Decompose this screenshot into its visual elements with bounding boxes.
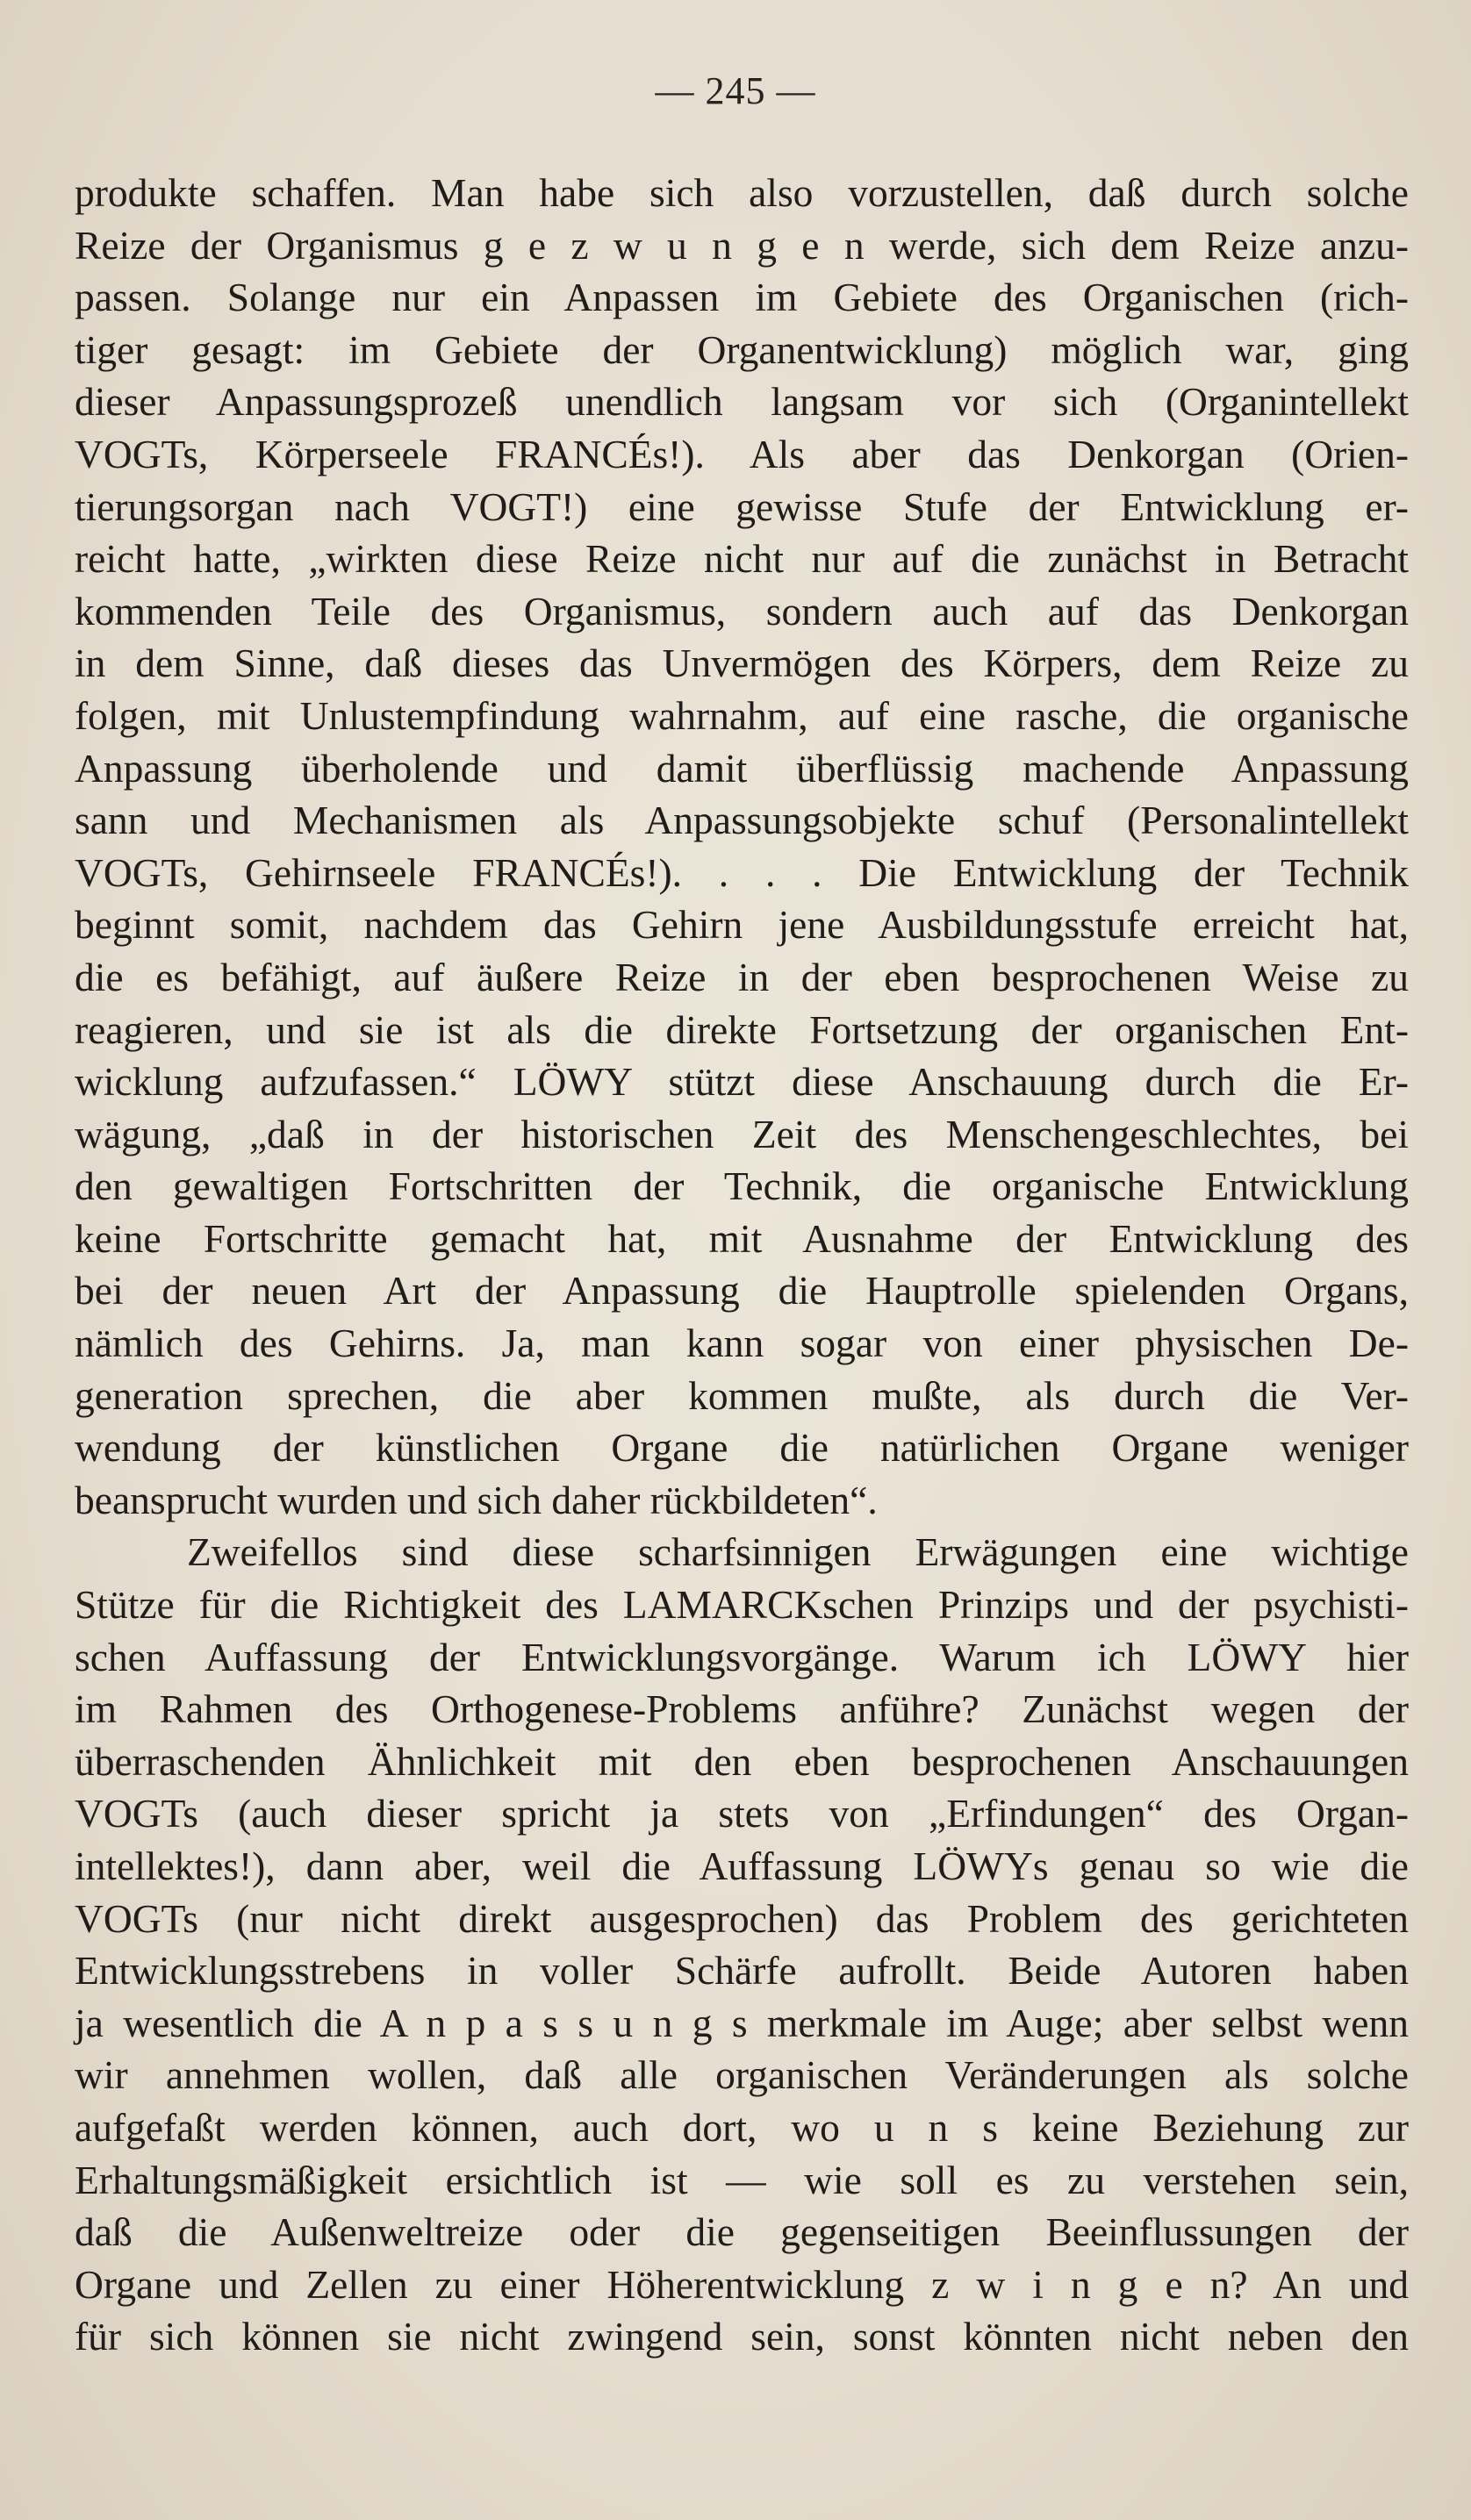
text-line: Organe und Zellen zu einer Höherentwicklung z w i n g e n? An und	[75, 2261, 1409, 2307]
text-line: Anpassung überholende und damit überflüssig machende Anpassung	[75, 745, 1409, 791]
text-line: sann und Mechanismen als Anpassungsobjekte schuf (Personalintellekt	[75, 798, 1409, 843]
text-line: wendung der künstlichen Organe die natürlichen Organe weniger	[75, 1425, 1409, 1471]
text-line: produkte schaffen. Man habe sich also vorzustellen, daß durch solche	[75, 170, 1409, 215]
text-line: generation sprechen, die aber kommen mußte, als durch die Ver-	[75, 1372, 1409, 1418]
text-line: wägung, „daß in der historischen Zeit des Menschengeschlechtes, bei	[75, 1111, 1409, 1156]
text-line: wir annehmen wollen, daß alle organischen Veränderungen als solche	[75, 2052, 1409, 2098]
text-line: folgen, mit Unlustempfindung wahrnahm, auf eine rasche, die organische	[75, 692, 1409, 738]
text-line: den gewaltigen Fortschritten der Technik, die organische Entwicklung	[75, 1163, 1409, 1209]
text-line: bei der neuen Art der Anpassung die Hauptrolle spielenden Organs,	[75, 1268, 1409, 1314]
text-line: VOGTs (auch dieser spricht ja stets von „Erfindungen“ des Organ-	[75, 1791, 1409, 1836]
paragraph-start-line: Zweifellos sind diese scharfsinnigen Erwägungen eine wichtige	[187, 1529, 1409, 1575]
text-line: ja wesentlich die A n p a s s u n g s merkmale im Auge; aber selbst wenn	[75, 2000, 1409, 2045]
text-line: die es befähigt, auf äußere Reize in der eben besprochenen Weise zu	[75, 954, 1409, 999]
text-line: nämlich des Gehirns. Ja, man kann sogar von einer physischen De-	[75, 1321, 1409, 1366]
text-line: Reize der Organismus g e z w u n g e n werde, sich dem Reize anzu-	[75, 222, 1409, 268]
text-line: für sich können sie nicht zwingend sein, sonst könnten nicht neben den	[75, 2314, 1409, 2359]
page-number: — 245 —	[655, 69, 816, 112]
text-line: passen. Solange nur ein Anpassen im Gebiete des Organischen (rich-	[75, 275, 1409, 320]
text-line: Erhaltungsmäßigkeit ersichtlich ist — wie soll es zu verstehen sein,	[75, 2157, 1409, 2202]
text-line: dieser Anpassungsprozeß unendlich langsam vor sich (Organintellekt	[75, 379, 1409, 425]
text-line: tierungsorgan nach VOGT!) eine gewisse Stufe der Entwicklung er-	[75, 483, 1409, 529]
paragraph-end-line: beansprucht wurden und sich daher rückbildeten“.	[75, 1477, 878, 1522]
text-line: VOGTs, Körperseele FRANCÉs!). Als aber das Denkorgan (Orien-	[75, 431, 1409, 476]
text-line: reicht hatte, „wirkten diese Reize nicht nur auf die zunächst in Betracht	[75, 536, 1409, 582]
text-line: VOGTs, Gehirnseele FRANCÉs!). . . . Die Entwicklung der Technik	[75, 849, 1409, 895]
text-line: in dem Sinne, daß dieses das Unvermögen des Körpers, dem Reize zu	[75, 641, 1409, 686]
text-line: wicklung aufzufassen.“ LÖWY stützt diese Anschauung durch die Er-	[75, 1059, 1409, 1105]
text-line: überraschenden Ähnlichkeit mit den eben besprochenen Anschauungen	[75, 1738, 1409, 1784]
text-line: kommenden Teile des Organismus, sondern auch auf das Denkorgan	[75, 588, 1409, 634]
text-line: beginnt somit, nachdem das Gehirn jene Ausbildungsstufe erreicht hat,	[75, 902, 1409, 948]
text-line: intellektes!), dann aber, weil die Auffassung LÖWYs genau so wie die	[75, 1843, 1409, 1888]
text-line: im Rahmen des Orthogenese-Problems anführe? Zunächst wegen der	[75, 1686, 1409, 1732]
body-text	[75, 167, 1409, 2363]
text-line: VOGTs (nur nicht direkt ausgesprochen) das Problem des gerichteten	[75, 1895, 1409, 1941]
text-line: Stütze für die Richtigkeit des LAMARCKschen Prinzips und der psychisti-	[75, 1582, 1409, 1628]
text-line: reagieren, und sie ist als die direkte Fortsetzung der organischen Ent-	[75, 1006, 1409, 1052]
text-line: keine Fortschritte gemacht hat, mit Ausnahme der Entwicklung des	[75, 1215, 1409, 1261]
text-line: daß die Außenweltreize oder die gegenseitigen Beeinflussungen der	[75, 2209, 1409, 2255]
text-line: aufgefaßt werden können, auch dort, wo u n s keine Beziehung zur	[75, 2104, 1409, 2150]
text-line: Entwicklungsstrebens in voller Schärfe aufrollt. Beide Autoren haben	[75, 1948, 1409, 1994]
text-line: tiger gesagt: im Gebiete der Organentwicklung) möglich war, ging	[75, 326, 1409, 372]
text-line: schen Auffassung der Entwicklungsvorgänge. Warum ich LÖWY hier	[75, 1634, 1409, 1679]
